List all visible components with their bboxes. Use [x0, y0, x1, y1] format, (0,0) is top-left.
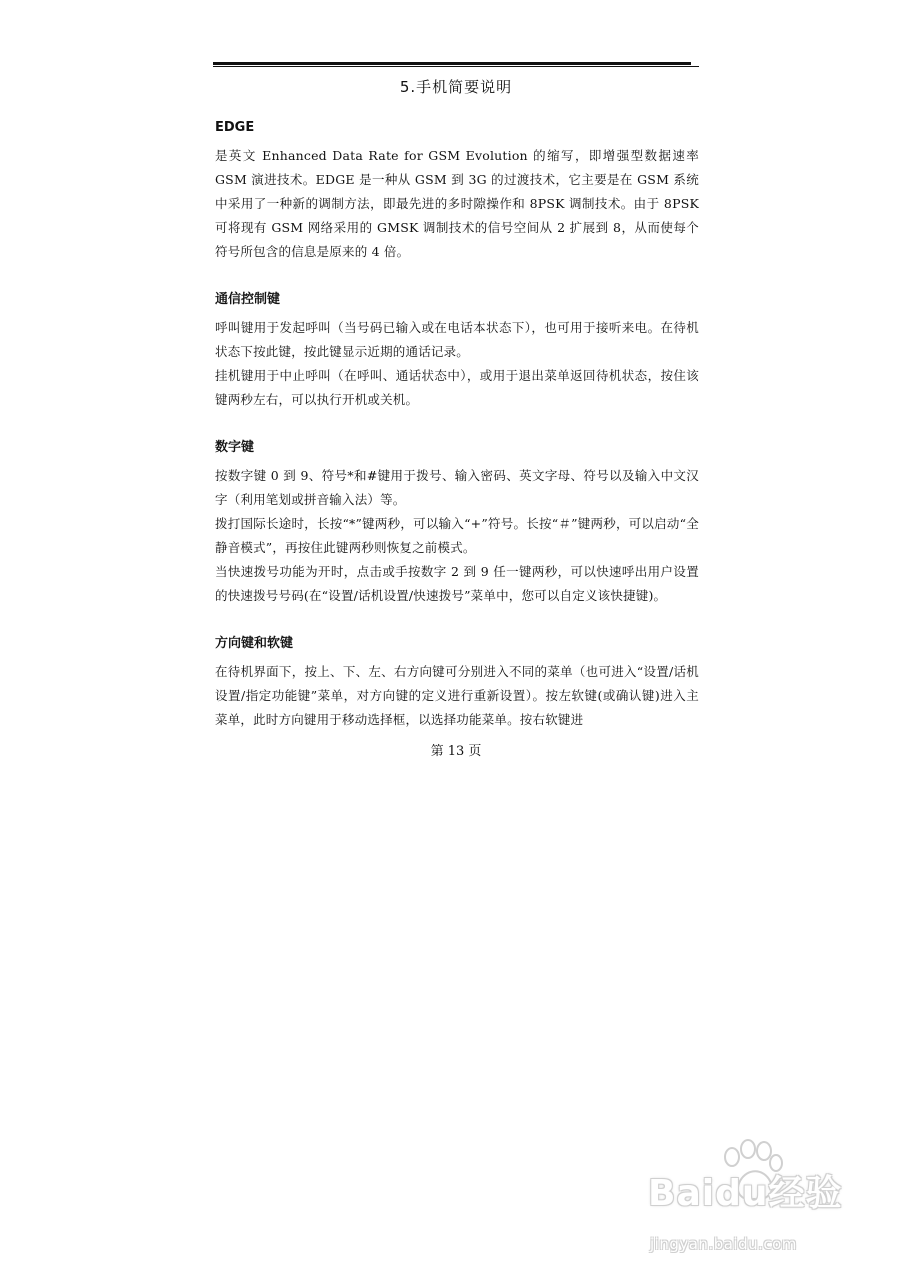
section-heading: EDGE: [215, 120, 255, 135]
section-paragraph: 呼叫键用于发起呼叫（当号码已输入或在电话本状态下），也可用于接听来电。在待机状态下按此键，按此键显示近期的通话记录。: [215, 320, 699, 359]
section-paragraph: 拨打国际长途时，长按“*”键两秒，可以输入“+”符号。长按“＃”键两秒，可以启动“全静音模式”，再按住此键两秒则恢复之前模式。: [215, 516, 699, 555]
section-heading: 通信控制键: [215, 292, 281, 307]
section-paragraph: 是英文 Enhanced Data Rate for GSM Evolution 的缩写，即增强型数据速率 GSM 演进技术。EDGE 是一种从 GSM 到 3G 的过渡技术，它主要是在 GSM 系统中采用了一种新的调制方法，即最先进的多时隙操作和 8PSK 调制技术。由于 8PSK 可将现有 GSM 网络采用的 GMSK 调制技术的信号空间从 2 扩展到 8，从而使每个符号所包含的信息是原来的 4 倍。: [215, 148, 699, 259]
chapter-title: 5.手机简要说明: [399, 78, 513, 96]
section-call-keys: [215, 290, 699, 412]
section-edge: [215, 118, 699, 264]
section-heading: 方向键和软键: [215, 636, 294, 651]
section-heading: 数字键: [215, 440, 255, 455]
watermark: [640, 1135, 880, 1265]
page-number: 第 13 页: [430, 744, 482, 759]
watermark-brand: Baidu经验: [648, 1173, 843, 1214]
header-rule-thick: [213, 62, 691, 65]
watermark-url: jingyan.baidu.com: [650, 1235, 797, 1253]
section-number-keys: [215, 438, 699, 608]
header-rule-thin: [213, 66, 699, 67]
section-paragraph: 挂机键用于中止呼叫（在呼叫、通话状态中），或用于退出菜单返回待机状态，按住该键两秒左右，可以执行开机或关机。: [215, 368, 699, 407]
page-content: [215, 118, 699, 758]
section-paragraph: 在待机界面下，按上、下、左、右方向键可分别进入不同的菜单（也可进入“设置/话机设置/指定功能键”菜单，对方向键的定义进行重新设置）。按左软键(或确认键)进入主菜单，此时方向键用于移动选择框，以选择功能菜单。按右软键进: [215, 664, 699, 727]
section-paragraph: 当快速拨号功能为开时，点击或手按数字 2 到 9 任一键两秒，可以快速呼出用户设置的快速拨号号码(在“设置/话机设置/快速拨号”菜单中，您可以自定义该快捷键)。: [215, 564, 699, 603]
section-paragraph: 按数字键 0 到 9、符号*和#键用于拨号、输入密码、英文字母、符号以及输入中文汉字（利用笔划或拼音输入法）等。: [215, 468, 699, 507]
section-direction-keys: [215, 634, 699, 732]
